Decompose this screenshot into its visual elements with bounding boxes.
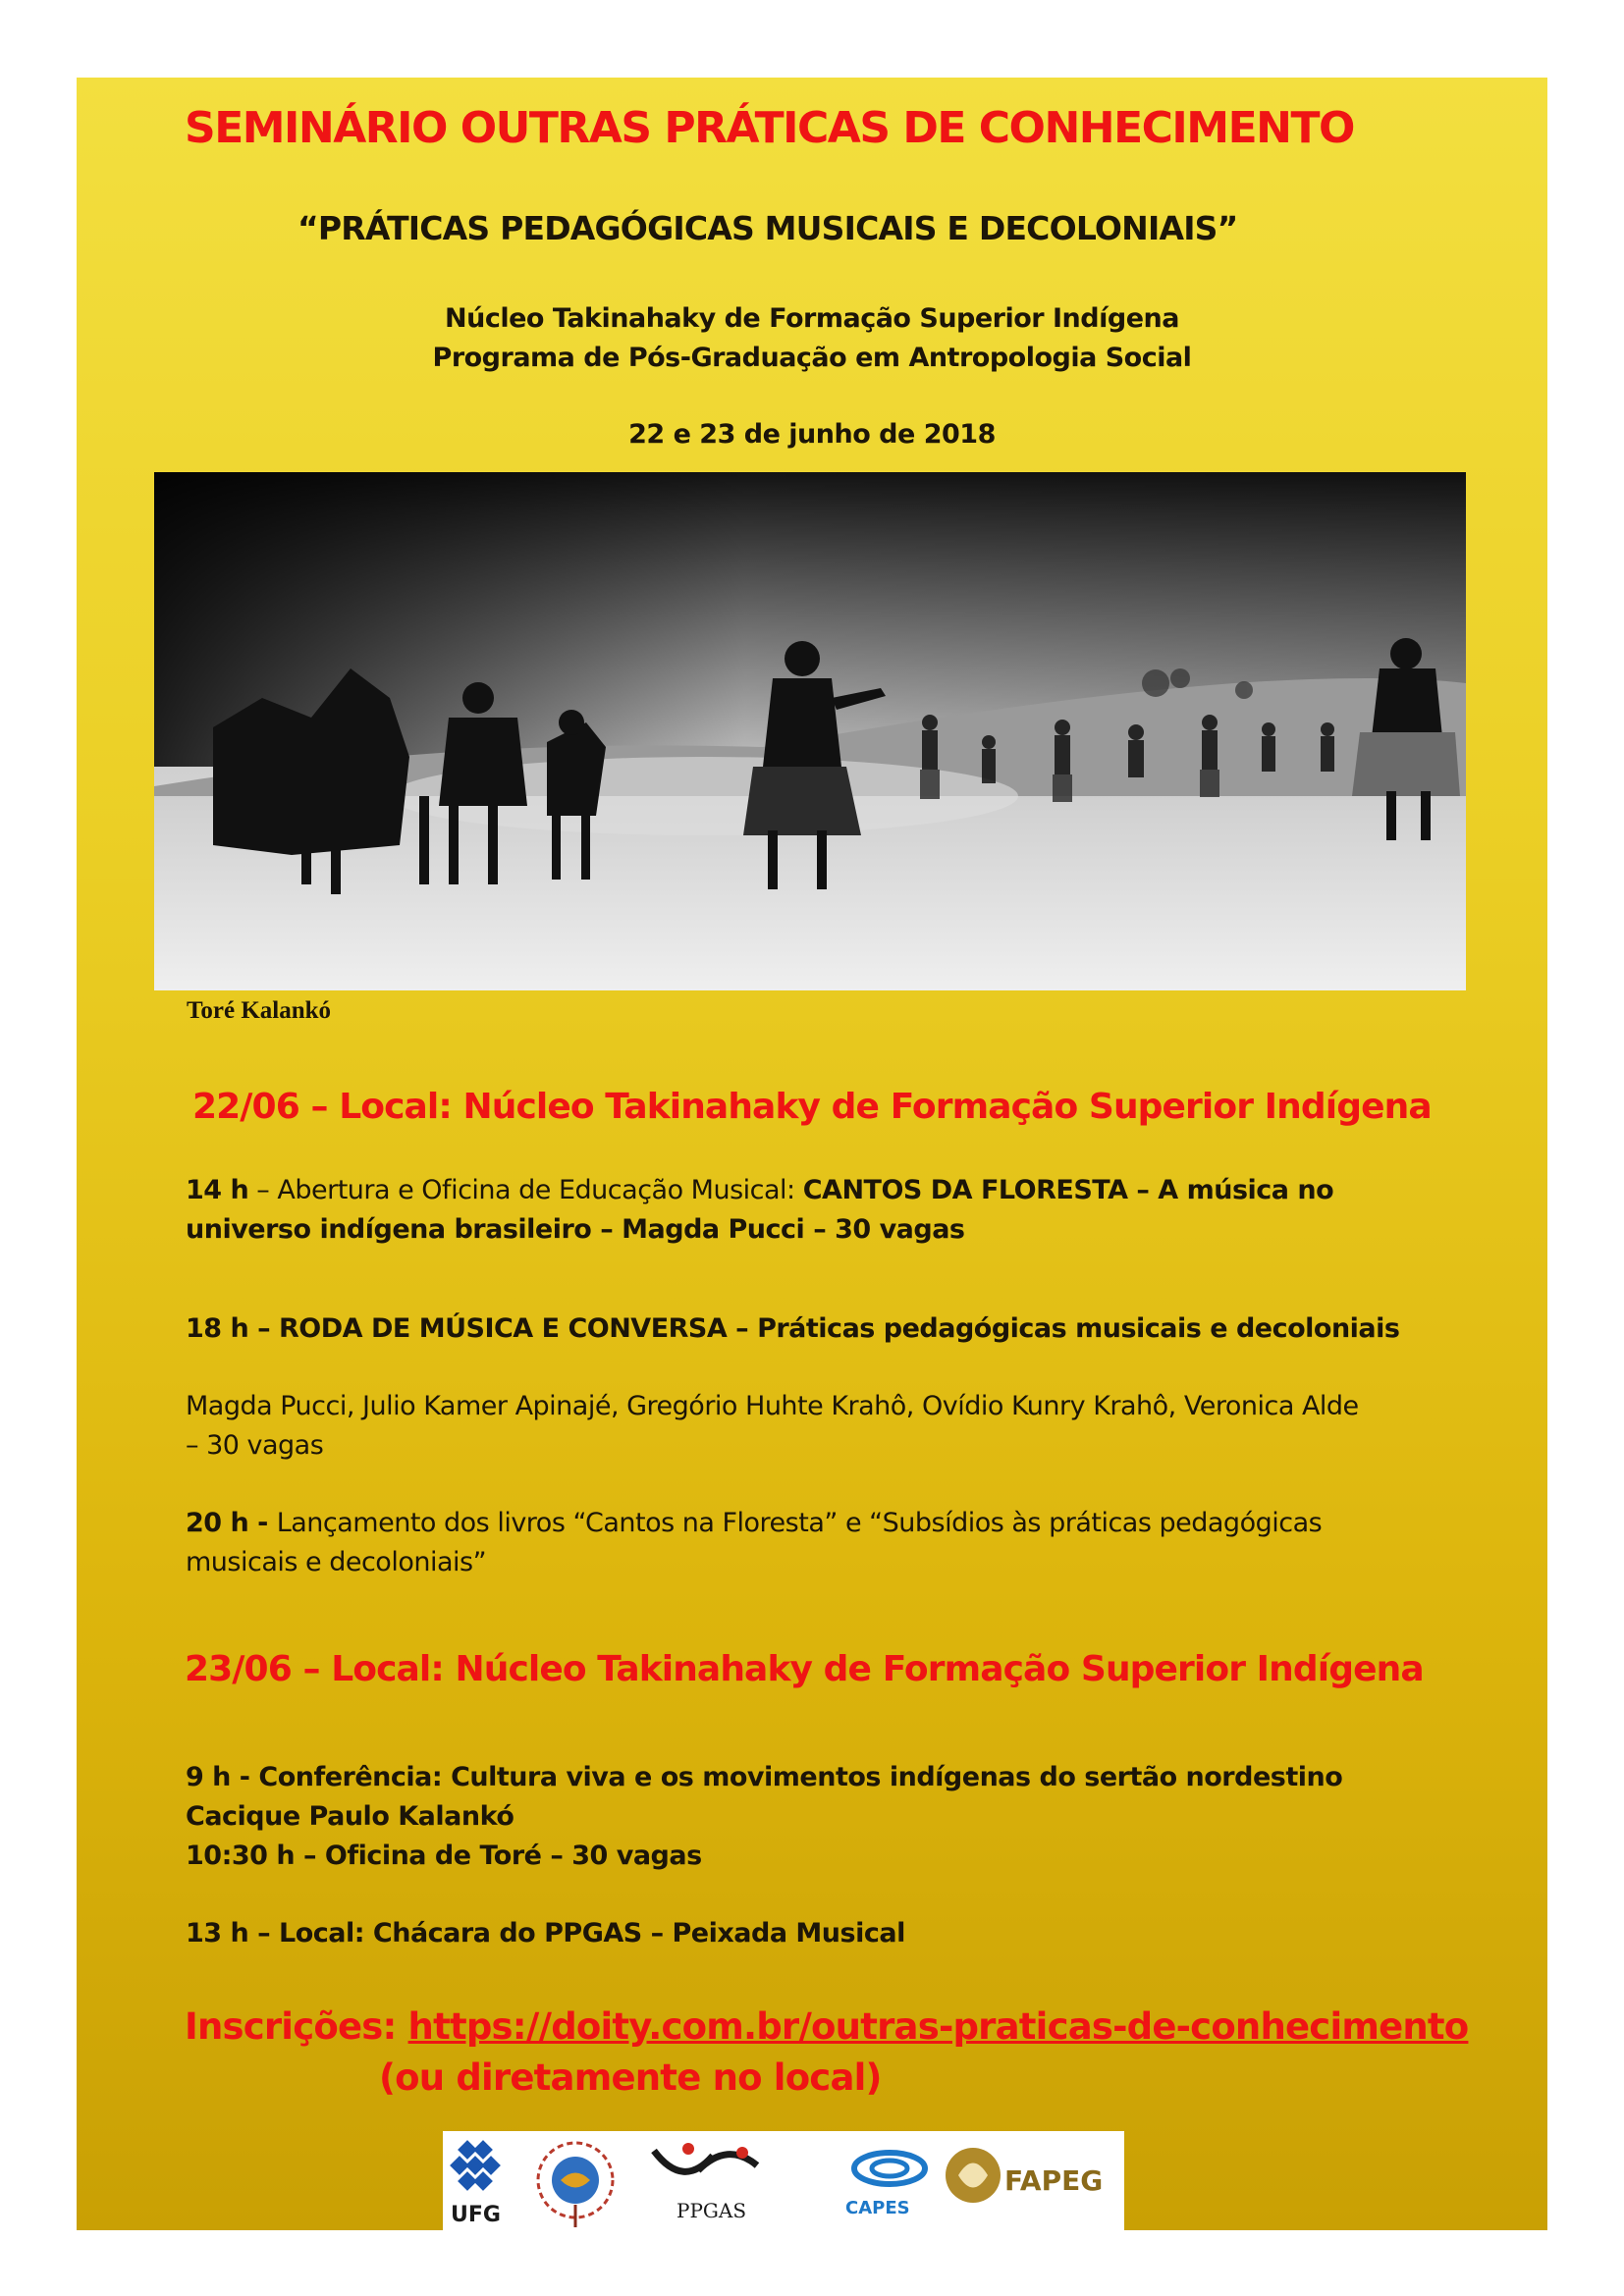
day1-heading: 22/06 – Local: Núcleo Takinahaky de Formação Superior Indígena [192,1087,1432,1127]
day2-heading: 23/06 – Local: Núcleo Takinahaky de Formação Superior Indígena [185,1649,1424,1689]
day1-item1-time: 14 h [186,1175,249,1205]
sponsor-logos [443,2131,1124,2230]
day1-item4-line2: musicais e decoloniais” [186,1547,487,1577]
day1-item1-desc: – Abertura e Oficina de Educação Musical: [248,1175,803,1205]
emblem-logo [538,2143,613,2227]
poster-background [77,78,1547,2230]
registration-label: Inscrições: [185,2005,408,2048]
ufg-logo [450,2140,501,2227]
day1-item1-line1 [186,1171,1333,1210]
photo-caption: Toré Kalankó [187,997,332,1024]
registration-link[interactable]: https://doity.com.br/outras-praticas-de-conhecimento [407,2005,1469,2048]
day1-item4-time: 20 h - [186,1508,277,1538]
registration-note: (ou diretamente no local) [379,2056,882,2099]
ufg-label: UFG [451,2203,501,2227]
day2-item1: 9 h - Conferência: Cultura viva e os movimentos indígenas do sertão nordestino [186,1762,1343,1792]
day1-item3-line1: Magda Pucci, Julio Kamer Apinajé, Gregório Huhte Krahô, Ovídio Kunry Krahô, Veronica Alde [186,1391,1359,1421]
seminar-title: SEMINÁRIO OUTRAS PRÁTICAS DE CONHECIMENTO [185,103,1354,153]
institution-line-2: Programa de Pós-Graduação em Antropologia Social [432,343,1192,373]
ppgas-label: PPGAS [677,2199,747,2222]
capes-logo [845,2153,925,2218]
fapeg-label: FAPEG [1004,2164,1104,2197]
ppgas-logo [654,2143,757,2222]
day1-item4-desc: Lançamento dos livros “Cantos na Floresta” e “Subsídios às práticas pedagógicas [276,1508,1323,1538]
day1-item1-highlight: CANTOS DA FLORESTA – A música no [802,1175,1334,1205]
day2-item2: Cacique Paulo Kalankó [186,1801,514,1832]
fapeg-logo [946,2148,1103,2203]
day1-item2: 18 h – RODA DE MÚSICA E CONVERSA – Práticas pedagógicas musicais e decoloniais [186,1313,1400,1344]
institution-line-1: Núcleo Takinahaky de Formação Superior Indígena [445,303,1179,334]
registration-line [185,2005,1468,2048]
day1-item4-line1 [186,1504,1322,1543]
event-dates: 22 e 23 de junho de 2018 [628,419,996,450]
day1-item1-line2: universo indígena brasileiro – Magda Pucci – 30 vagas [186,1214,965,1245]
day2-item3: 10:30 h – Oficina de Toré – 30 vagas [186,1841,702,1871]
day2-item4: 13 h – Local: Chácara do PPGAS – Peixada Musical [186,1918,905,1949]
dancers-illustration [154,472,1466,990]
day1-item3-line2: – 30 vagas [186,1430,324,1461]
seminar-subtitle: “PRÁTICAS PEDAGÓGICAS MUSICAIS E DECOLONIAIS” [298,209,1238,247]
capes-label: CAPES [845,2198,910,2218]
tore-photograph [154,472,1466,990]
